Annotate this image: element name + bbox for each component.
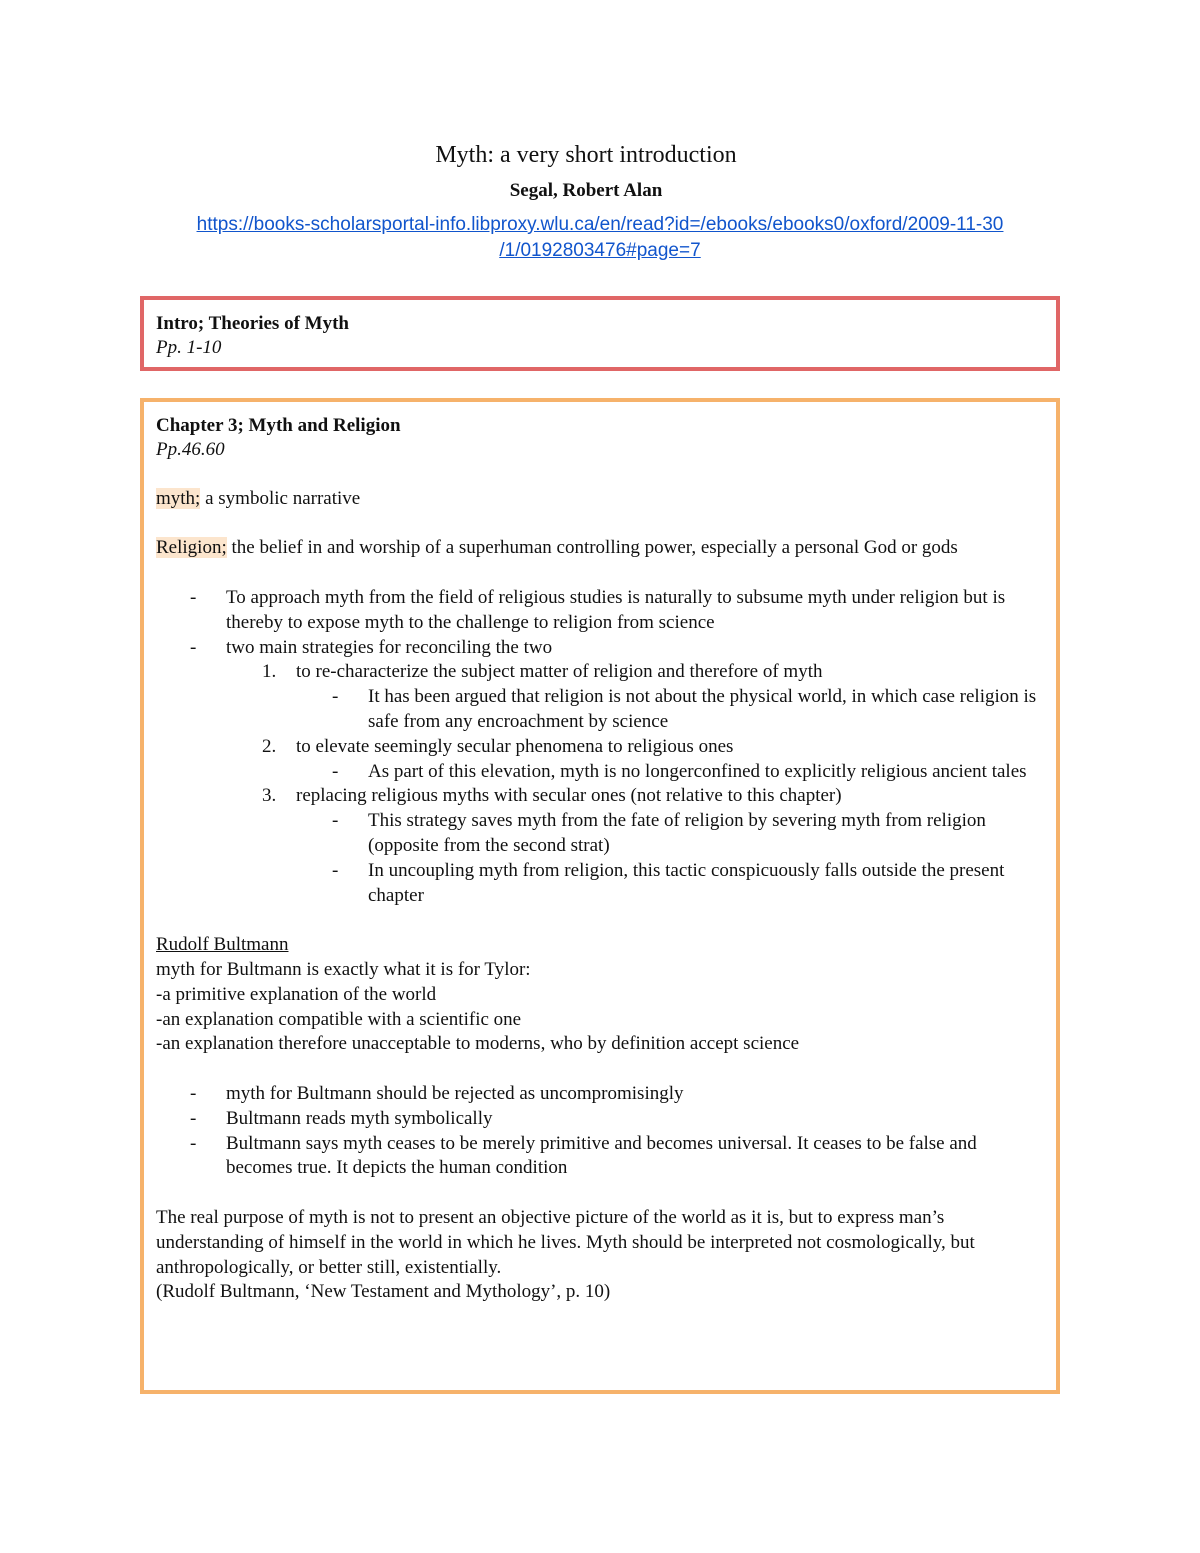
section-chapter3-pages: Pp.46.60 <box>156 439 225 460</box>
bultmann-quote: The real purpose of myth is not to present an objective picture of the world as it is, but to express man’s understanding of himself in the world in which he lives. Myth should be interpreted not cosmologically, but anthropologically, or better still, existentially. <box>156 1206 975 1278</box>
source-link-line-2[interactable]: /1/0192803476#page=7 <box>499 240 701 261</box>
bullet-dash: - <box>332 810 339 832</box>
chapter3-notes <box>156 462 1044 1305</box>
list-item: 3. replacing religious myths with secular ones (not relative to this chapter) - This strategy saves myth from the fate of religion by severing myth from religion (opposite from the second strat) - In uncoupling myth from religion, this tactic conspicuously falls outside the present chapter <box>226 784 1044 908</box>
source-link[interactable] <box>140 212 1060 264</box>
source-link-line-1[interactable]: https://books-scholarsportal-info.libproxy.wlu.ca/en/read?id=/ebooks/ebooks0/oxford/2009-11-30 <box>196 214 1004 235</box>
sub-list <box>296 760 1044 785</box>
list-number: 3. <box>262 785 277 807</box>
list-number: 1. <box>262 661 277 683</box>
bullet-dash: - <box>190 586 197 608</box>
list-item: - Bultmann reads myth symbolically <box>156 1107 1044 1132</box>
section-chapter3-box <box>140 398 1060 1394</box>
section-chapter3-title: Chapter 3; Myth and Religion <box>156 415 401 436</box>
sub-list <box>296 685 1044 735</box>
document-title: Myth: a very short introduction <box>435 142 737 168</box>
document-author: Segal, Robert Alan <box>509 180 663 201</box>
list-item: - As part of this elevation, myth is no longerconfined to explicitly religious ancient tales <box>296 760 1044 785</box>
bultmann-line: -a primitive explanation of the world <box>156 983 437 1005</box>
definition-religion-text: the belief in and worship of a superhuman controlling power, especially a personal God or gods <box>226 537 958 559</box>
bullet-dash: - <box>190 1082 197 1104</box>
definition-religion <box>156 536 1044 561</box>
bullet-dash: - <box>190 1132 197 1154</box>
bullet-dash: - <box>332 686 339 708</box>
list-item: - myth for Bultmann should be rejected as uncompromisingly <box>156 1082 1044 1107</box>
list-item: - two main strategies for reconciling the two 1. to re-characterize the subject matter of religion and therefore of myth - It has been argued that religion is not about the physical world, in which case religion is safe from any encroachment by science 2. to elevate seemingly secular phenomena to religious ones - As part of this elevation, myth is no longerconfined to explicitly religious ancient tales 3. replacing religious myths with secular ones (not relative to this chapter) - This strategy saves myth from the fate of religion by severing myth from religion (opposite from the second strat) - In uncoupling myth from religion, this tactic conspicuously falls outside the present chapter <box>156 636 1044 909</box>
section-intro-pages: Pp. 1-10 <box>156 337 222 358</box>
sub-list <box>296 809 1044 908</box>
term-religion: Religion; <box>156 537 227 559</box>
bullet-dash: - <box>190 1107 197 1129</box>
list-item: - To approach myth from the field of religious studies is naturally to subsume myth under religion but is thereby to expose myth to the challenge to religion from science <box>190 586 1006 633</box>
bultmann-bullet-list <box>156 1082 1044 1181</box>
bullet-dash: - <box>190 636 197 658</box>
list-item: 1. to re-characterize the subject matter of religion and therefore of myth - It has been argued that religion is not about the physical world, in which case religion is safe from any encroachment by science <box>226 660 1044 734</box>
bullet-dash: - <box>332 760 339 782</box>
list-item: - In uncoupling myth from religion, this tactic conspicuously falls outside the present chapter <box>332 859 1005 906</box>
section-intro-box <box>140 296 1060 371</box>
religion-bullet-list <box>156 586 1044 908</box>
list-item: - It has been argued that religion is not about the physical world, in which case religion is safe from any encroachment by science <box>332 686 1037 732</box>
list-item: 2. to elevate seemingly secular phenomena to religious ones - As part of this elevation, myth is no longerconfined to explicitly religious ancient tales <box>226 735 1044 785</box>
bultmann-citation: (Rudolf Bultmann, ‘New Testament and Mythology’, p. 10) <box>156 1281 611 1303</box>
bultmann-line: -an explanation therefore unacceptable to moderns, who by definition accept science <box>156 1033 800 1055</box>
definition-myth <box>156 487 1044 512</box>
term-myth: myth; <box>156 487 201 509</box>
definition-myth-text: a symbolic narrative <box>200 487 361 509</box>
bultmann-line: -an explanation compatible with a scientific one <box>156 1008 522 1030</box>
list-number: 2. <box>262 735 277 757</box>
bultmann-heading: Rudolf Bultmann <box>156 934 289 956</box>
section-intro-title: Intro; Theories of Myth <box>156 313 349 334</box>
bullet-dash: - <box>332 859 339 881</box>
bultmann-line: myth for Bultmann is exactly what it is for Tylor: <box>156 958 531 980</box>
list-item: - Bultmann says myth ceases to be merely primitive and becomes universal. It ceases to be false and becomes true. It depicts the human condition <box>190 1132 977 1179</box>
strategies-list <box>226 660 1044 908</box>
list-item: - This strategy saves myth from the fate of religion by severing myth from religion (opposite from the second strat) <box>332 810 986 856</box>
